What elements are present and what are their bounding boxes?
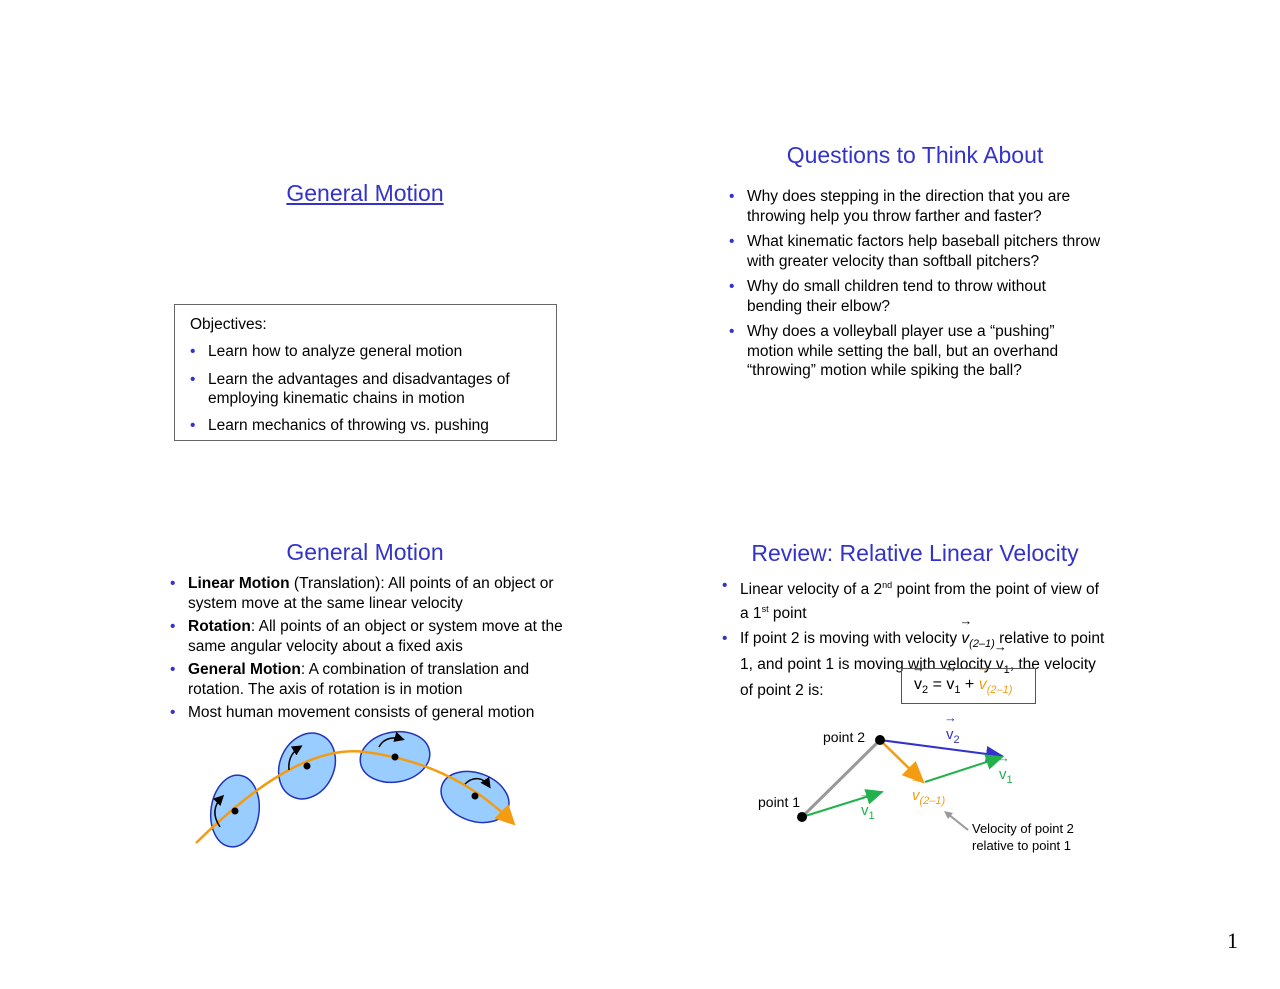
- bullet-icon: •: [190, 343, 196, 360]
- bullet-icon: •: [729, 323, 735, 340]
- slide2-title: Questions to Think About: [786, 142, 1044, 168]
- objective-item: • Learn mechanics of throwing vs. pushing: [190, 416, 489, 434]
- slide4-title: Review: Relative Linear Velocity: [751, 540, 1079, 566]
- motion-item: • Linear Motion (Translation): All points of an object or system move at the same linear velocity: [170, 575, 554, 612]
- velocity-bullet: • If point 2 is moving with velocity $v \to_{(2-1)}$ relative to point 1, and point 1 is moving with velocity $v \to_1$, the velocity of point 2 is:: [721, 629, 1111, 700]
- axis-point: [232, 808, 239, 815]
- page-number: 1: [1227, 928, 1238, 953]
- v1-label-right: $v \to_1$: [999, 766, 1013, 786]
- objective-item: • Learn how to analyze general motion: [190, 343, 463, 360]
- bullet-icon: •: [170, 618, 176, 635]
- questions-list: [728, 187, 1103, 381]
- bullet-icon: •: [170, 575, 176, 592]
- bullet-icon: •: [722, 630, 728, 648]
- velocity-equation: $v \to_2 = v \to_1 + v \to_{(2-1)}$: [914, 676, 1012, 696]
- question-item: • What kinematic factors help baseball pitchers throw with greater velocity than softball pitchers?: [729, 233, 1101, 270]
- v2-vector: [880, 740, 1002, 756]
- question-item: • Why do small children tend to throw without bending their elbow?: [729, 278, 1046, 315]
- motion-item: • Most human movement consists of general motion: [170, 704, 535, 721]
- slide1-title: General Motion: [286, 180, 444, 206]
- question-item: • Why does a volleyball player use a “pushing” motion while setting the ball, but an overhand “throwing” motion while spiking the ball?: [729, 323, 1059, 379]
- v2-label: $v \to_2$: [946, 726, 960, 746]
- v1-label-bottom: $v \to_1$: [861, 802, 875, 822]
- velocity-bullet: • Linear velocity of a 2nd point from the point of view of a 1st point: [722, 577, 1099, 622]
- bullet-icon: •: [190, 416, 196, 434]
- point-2-marker: [875, 735, 885, 745]
- axis-point: [472, 793, 479, 800]
- objective-item: • Learn the advantages and disadvantages of employing kinematic chains in motion: [190, 370, 510, 407]
- objectives-heading: Objectives:: [190, 316, 267, 333]
- question-item: • Why does stepping in the direction that you are throwing help you throw farther and faster?: [729, 188, 1071, 225]
- point-2-label: point 2: [823, 729, 866, 745]
- objectives-list: [189, 342, 549, 435]
- point-1-marker: [797, 812, 807, 822]
- point-1-label: point 1: [758, 794, 801, 810]
- v21-label: $v \to_{(2-1)}$: [912, 787, 945, 807]
- axis-point: [392, 754, 399, 761]
- bullet-icon: •: [722, 577, 728, 594]
- motion-item: • Rotation: All points of an object or system move at the same angular velocity about a fixed axis: [170, 618, 563, 655]
- bullet-icon: •: [170, 704, 176, 721]
- bullet-icon: •: [729, 188, 735, 205]
- relative-velocity-note: Velocity of point 2 relative to point 1: [972, 821, 1074, 853]
- bullet-icon: •: [190, 370, 196, 388]
- motion-types-list: [169, 574, 564, 723]
- slide3-title: General Motion: [286, 539, 444, 565]
- bullet-icon: •: [170, 661, 176, 678]
- axis-point: [304, 763, 311, 770]
- motion-item: • General Motion: A combination of translation and rotation. The axis of rotation is in motion: [170, 661, 530, 698]
- bullet-icon: •: [729, 233, 735, 250]
- general-motion-diagram: [185, 725, 530, 860]
- bullet-icon: •: [729, 278, 735, 295]
- v1-vector-translated: [925, 757, 1002, 782]
- pointer-arrow-icon: [940, 808, 972, 832]
